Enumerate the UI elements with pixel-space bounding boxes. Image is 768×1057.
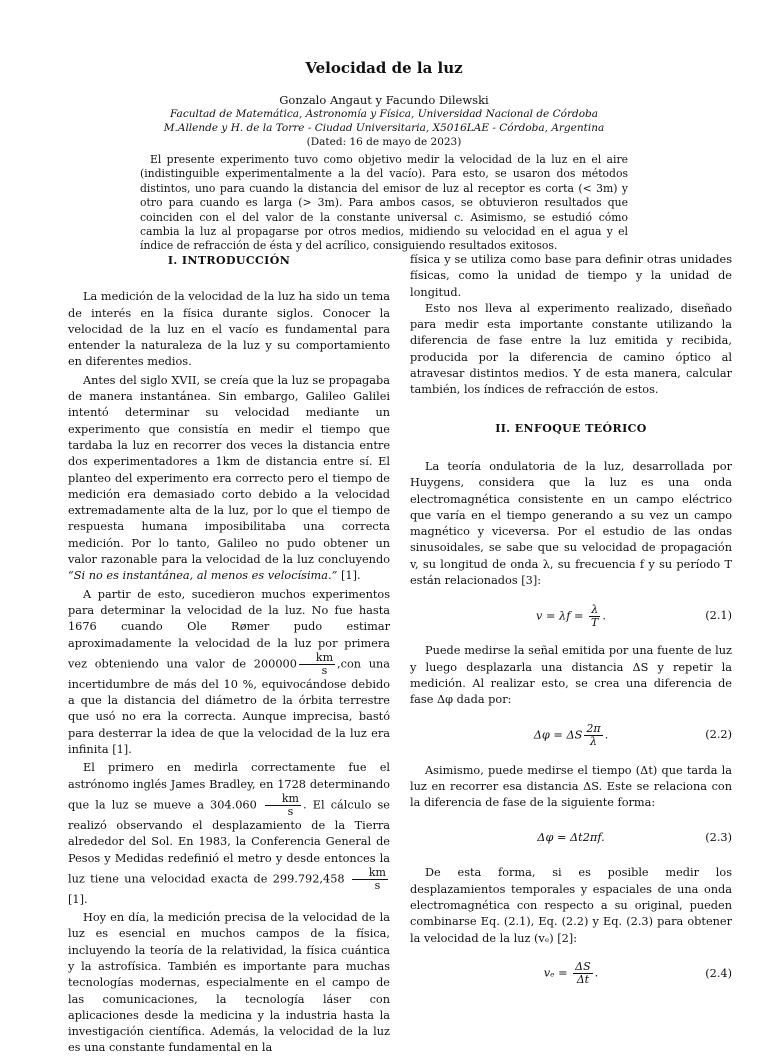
paper-title: Velocidad de la luz [305, 59, 463, 77]
theory-p1-text: La teoría ondulatoria de la luz, desarrollada por Huygens, considera que la luz es una onda electromagnética consistente en un campo eléctrico que varía en el tiempo generando a su vez un campo magnético y viceversa. Por el estudio de las ondas sinusoidales, se sabe que su velocidad de propagación v, su longitud de onda λ, su frecuencia f y su período T están relacionados [410, 459, 732, 588]
equation-formula: vₑ = $\frac{\Delta S}{\Delta t}$ . [543, 960, 599, 987]
eq2-den: λ [590, 735, 597, 749]
eq1-fraction [589, 604, 600, 629]
intro-paragraph-6: física y se utiliza como base para definir otras unidades físicas, como la unidad de tiempo y la unidad de longitud. [410, 253, 732, 299]
eq2-num: 2π [586, 722, 601, 736]
theory-paragraph-4: De esta forma, si es posible medir los desplazamientos temporales y espaciales de una onda electromagnética con respecto a su original, pueden combinarse Eq. (2.1), Eq. (2.2) y Eq. (2.3) para obtener la velocidad de la luz (vₑ) [2]: [410, 866, 732, 945]
equation-number: (2.1) [705, 609, 732, 623]
unit-km-per-s [265, 793, 301, 818]
equation-number: (2.2) [705, 728, 732, 742]
unit-num: km [299, 652, 335, 665]
abstract: El presente experimento tuvo como objetivo medir la velocidad de la luz en el aire (indistinguible experimentalmente a la del vacío). Para esto, se usaron dos métodos distintos, uno para cuando la distancia del emisor de luz al receptor es corta (< 3m) y otro para cuando es larga (> 3m). Para ambos casos, se obtuvieron resultados que coinciden con el del valor de la constante universal c. Asimismo, se estudió cómo cambia la luz al propagarse por otros medios, midiendo su velocidad en el agua y el índice de refracción de ésta y del acrílico, consiguiendo resultados exitosos. [140, 153, 628, 253]
equation-2-4 [410, 961, 732, 987]
theory-paragraph-2: Puede medirse la señal emitida por una fuente de luz y luego desplazarla una distancia ΔS y repetir la medición. Al realizar esto, se crea una diferencia de fase Δφ dada por: [410, 644, 732, 707]
theory-paragraph-3: Asimismo, puede medirse el tiempo (Δt) que tarda la luz en recorrer esa distancia ΔS. Este se relaciona con la diferencia de fase de la siguiente forma: [410, 763, 732, 810]
unit-num: km [352, 867, 388, 880]
unit-num: km [265, 793, 301, 806]
eq1-left: v = λf = [536, 609, 588, 623]
unit-km-per-s [299, 652, 335, 677]
affiliation [0, 107, 768, 135]
intro-paragraph-2: Antes del siglo XVII, se creía que la luz se propagaba de manera instantánea. Sin embargo, Galileo Galilei intentó determinar su velocidad mediante un experimento que consistía en medir el tiempo que tardaba la luz en recorrer dos veces la distancia entre dos experimentadores a 1km de distancia entre sí. El planteo del experimento era correcto pero el tiempo de medición era demasiado corto debido a la velocidad extremadamente alta de la luz, por lo que el tiempo de respuesta humana imposibilitaba una correcta medición. Por lo tanto, Galileo no pudo obtener un valor razonable para la velocidad de la luz concluyendo “Si no es instantánea, al menos es velocísima.” [1]. [68, 373, 390, 583]
equation-number: (2.4) [705, 966, 732, 980]
unit-den: s [287, 804, 294, 818]
intro-p3-text-a: A partir de esto, sucedieron muchos experimentos para determinar la velocidad de la luz. No fue hasta 1676 cuando Ole Rømer pudo estimar aproximadamente la velocidad de la luz por primera vez obteniendo una valor de 200000 [68, 587, 390, 671]
equation-number: (2.3) [705, 831, 732, 845]
intro-paragraph-7: Esto nos lleva al experimento realizado, diseñado para medir esta importante constante utilizando la diferencia de fase entre la luz emitida y recibida, producida por la diferencia de camino óptico al atravesar distintos medios. Y de esta manera, calcular también, los índices de refracción de estos. [410, 301, 732, 397]
unit-den: s [321, 663, 328, 677]
citation-link[interactable]: [1] [340, 569, 357, 583]
equation-formula: v = λf = $\frac{\lambda}{T}$ . [536, 602, 606, 629]
eq4-den: Δt [576, 973, 590, 987]
eq2-fraction [584, 723, 602, 748]
section-title-theory: II. ENFOQUE TEÓRICO [495, 421, 647, 435]
unit-km-per-s [352, 867, 388, 892]
citation-link[interactable]: [1] [68, 892, 85, 906]
intro-paragraph-3: A partir de esto, sucedieron muchos experimentos para determinar la velocidad de la luz. No fue hasta 1676 cuando Ole Rømer pudo estimar aproximadamente la velocidad de la luz por primera vez obteniendo una valor de 200000 $\frac{km}{s}$ ,con una incertidumbre de más del 10 %, equivocándose debido a que la distancia del diámetro de la órbita terrestre que usó no era la correcta. Aunque imprecisa, bastó para desterrar la idea de que la velocidad de la luz era infinita [1]. [68, 587, 391, 757]
equation-2-3 [410, 825, 732, 851]
left-column [68, 252, 390, 1057]
intro-paragraph-5: Hoy en día, la medición precisa de la velocidad de la luz es esencial en muchos campos de la física, incluyendo la teoría de la relatividad, la física cuántica y la astrofísica. También es importante para muchas tecnologías modernas, especialmente en el campo de las comunicaciones, la tecnología láser con aplicaciones desde la medicina y la industria hasta la investigación científica. Además, la velocidad de la luz es una constante fundamental en la [68, 911, 390, 1055]
eq4-num: ΔS [575, 960, 591, 974]
equation-2-1 [410, 603, 732, 629]
intro-p2-text: Antes del siglo XVII, se creía que la luz se propagaba de manera instantánea. Sin embargo, Galileo Galilei intentó determinar su velocidad mediante un experimento que consistía en medir el tiempo que tardaba la luz en recorrer dos veces la distancia entre dos experimentadores a 1km de distancia entre sí. El planteo del experimento era correcto pero el tiempo de medición era demasiado corto debido a la velocidad extremadamente alta de la luz, por lo que el tiempo de respuesta humana imposibilitaba una correcta medición. Por lo tanto, Galileo no pudo obtener un valor razonable para la velocidad de la luz concluyendo [68, 373, 390, 567]
authors: Gonzalo Angaut y Facundo Dilewski [279, 93, 489, 107]
intro-paragraph-1: La medición de la velocidad de la luz ha sido un tema de interés en la física durante siglos. Conocer la velocidad de la luz en el vacío es fundamental para entender la naturaleza de la luz y su comportamiento en diferentes medios. [68, 290, 390, 369]
intro-p3-text-b: ,con una incertidumbre de más del 10 %, equivocándose debido a que la distancia del diámetro de la órbita terrestre que usó no era la correcta. Aunque imprecisa, bastó para desterrar la idea de que la velocidad de la luz era infinita [68, 657, 391, 757]
affiliation-line-2: M.Allende y H. de la Torre - Ciudad Universitaria, X5016LAE - Córdoba, Argentina [163, 122, 605, 134]
intro-p4-text-a: El primero en medirla correctamente fue el astrónomo inglés James Bradley, en 1728 determinando que la luz se mueve a 304.060 [68, 761, 390, 812]
theory-paragraph-1: La teoría ondulatoria de la luz, desarrollada por Huygens, considera que la luz es una onda electromagnética consistente en un campo eléctrico que varía en el tiempo generando a su vez un campo magnético y viceversa. Por el estudio de las ondas sinusoidales, se sabe que su velocidad de propagación v, su longitud de onda λ, su frecuencia f y su período T están relacionados [3]: [410, 459, 732, 588]
citation-link[interactable]: [2] [557, 931, 574, 945]
equation-formula: Δφ = Δt2πf. [537, 831, 605, 845]
affiliation-line-1: Facultad de Matemática, Astronomía y Física, Universidad Nacional de Córdoba [169, 108, 599, 120]
dated-line: (Dated: 16 de mayo de 2023) [306, 136, 462, 148]
equation-formula: Δφ = ΔS $\frac{2\pi}{\lambda}$ . [533, 722, 609, 749]
eq2-left: Δφ = ΔS [533, 728, 583, 742]
theory-p4-text: De esta forma, si es posible medir los desplazamientos temporales y espaciales de una onda electromagnética con respecto a su original, pueden combinarse Eq. (2.1), Eq. (2.2) y Eq. (2.3) para obtener la velocidad de la luz (vₑ) [410, 866, 732, 945]
intro-p4-text-b: . El cálculo se realizó observando el desplazamiento de la Tierra alrededor del Sol. En 1983, la Conferencia General de Pesos y Medidas redefinió el metro y desde entonces la luz tiene una velocidad exacta de 299.792,458 [68, 798, 390, 886]
eq4-left: vₑ = [543, 966, 572, 980]
galileo-quote: “Si no es instantánea, al menos es velocísima.” [68, 569, 338, 583]
citation-link[interactable]: [1] [112, 743, 129, 757]
eq1-num: λ [591, 602, 599, 616]
intro-paragraph-4: El primero en medirla correctamente fue el astrónomo inglés James Bradley, en 1728 determinando que la luz se mueve a 304.060 $\frac{km}{s}$ . El cálculo se realizó observando el desplazamiento de la Tierra alrededor del Sol. En 1983, la Conferencia General de Pesos y Medidas redefinió el metro y desde entonces la luz tiene una velocidad exacta de 299.792,458 $\frac{km}{s}$ [1]. [68, 761, 390, 906]
right-column [410, 252, 732, 1001]
citation-link[interactable]: [3] [521, 574, 538, 588]
eq4-fraction [573, 961, 592, 986]
eq1-den: T [591, 615, 599, 629]
section-title-introduction: I. INTRODUCCIÓN [167, 254, 291, 267]
equation-2-2 [410, 723, 732, 749]
unit-den: s [374, 878, 381, 892]
